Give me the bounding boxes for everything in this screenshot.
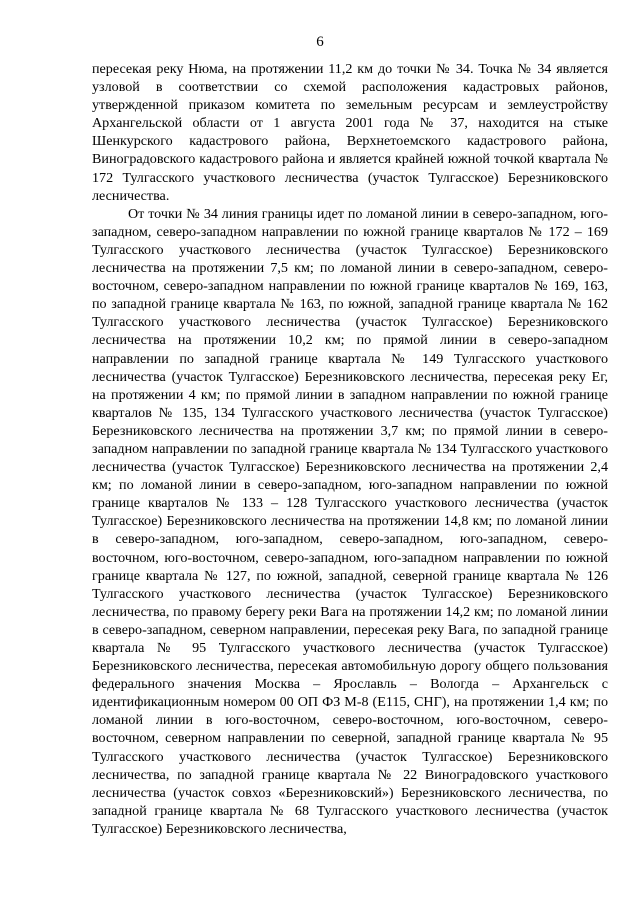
paragraph-1: пересекая реку Нюма, на протяжении 11,2 км до точки № 34. Точка № 34 является узловой в соответствии со схемой расположения кадастровых районов, утвержденной приказом комитета по земельным ресурсам и землеустройству Архангельской области от 1 августа 2001 года № 37, находится на стыке Шенкурского кадастрового района, Верхнетоемского кадастрового района, Виноградовского кадастрового района и является крайней южной точкой квартала № 172 Тулгасского участкового лесничества (участок Тулгасское) Березниковского лесничества.	[92, 61, 608, 204]
paragraph-2: От точки № 34 линия границы идет по ломаной линии в северо-западном, юго-западном, северо-западном направлении по южной границе кварталов № 172 – 169 Тулгасского участкового лесничества (участок Тулгасское) Березниковского лесничества на протяжении 7,5 км; по ломаной линии в северо-западном, северо-восточном, северо-западном направлении по южной границе кварталов № 169, 163, по западной границе квартала № 163, по южной, западной границе квартала № 162 Тулгасского участкового лесничества (участок Тулгасское) Березниковского лесничества на протяжении 10,2 км; по прямой линии в северо-западном направлении по западной границе квартала № 149 Тулгасского участкового лесничества (участок Тулгасское) Березниковского лесничества, пересекая реку Ег, на протяжении 4 км; по прямой линии в западном направлении по южной границе кварталов № 135, 134 Тулгасского участкового лесничества (участок Тулгасское) Березниковского лесничества на протяжении 3,7 км; по прямой линии в северо-западном направлении по западной границе квартала № 134 Тулгасского участкового лесничества (участок Тулгасское) Березниковского лесничества на протяжении 2,4 км; по ломаной линии в северо-западном, юго-западном направлении по южной границе кварталов № 133 – 128 Тулгасского участкового лесничества (участок Тулгасское) Березниковского лесничества на протяжении 14,8 км; по ломаной линии в северо-западном, юго-западном, северо-западном, юго-западном, северо-восточном, юго-восточном, северо-западном, юго-западном направлении по южной границе квартала № 127, по южной, западной, северной границе квартала № 126 Тулгасского участкового лесничества (участок Тулгасское) Березниковского лесничества, по правому берегу реки Вага на протяжении 14,2 км; по ломаной линии в северо-западном, северном направлении, пересекая реку Вага, по западной границе квартала № 95 Тулгасского участкового лесничества (участок Тулгасское) Березниковского лесничества, пересекая автомобильную дорогу общего пользования федерального значения Москва – Ярославль – Вологда – Архангельск с идентификационным номером 00 ОП ФЗ М-8 (Е115, СНГ), на протяжении 1,4 км; по ломаной линии в юго-восточном, северо-восточном, юго-восточном, северо-восточном, северном направлении по северной, западной границе квартала № 95 Тулгасского участкового лесничества (участок Тулгасское) Березниковского лесничества, по западной границе квартала № 22 Виноградовского участкового лесничества (участок совхоз «Березниковский») Березниковского лесничества, по западной границе квартала № 68 Тулгасского участкового лесничества (участок Тулгасское) Березниковского лесничества,	[92, 205, 608, 837]
page-number: 6	[316, 34, 324, 50]
document-body	[92, 60, 608, 838]
